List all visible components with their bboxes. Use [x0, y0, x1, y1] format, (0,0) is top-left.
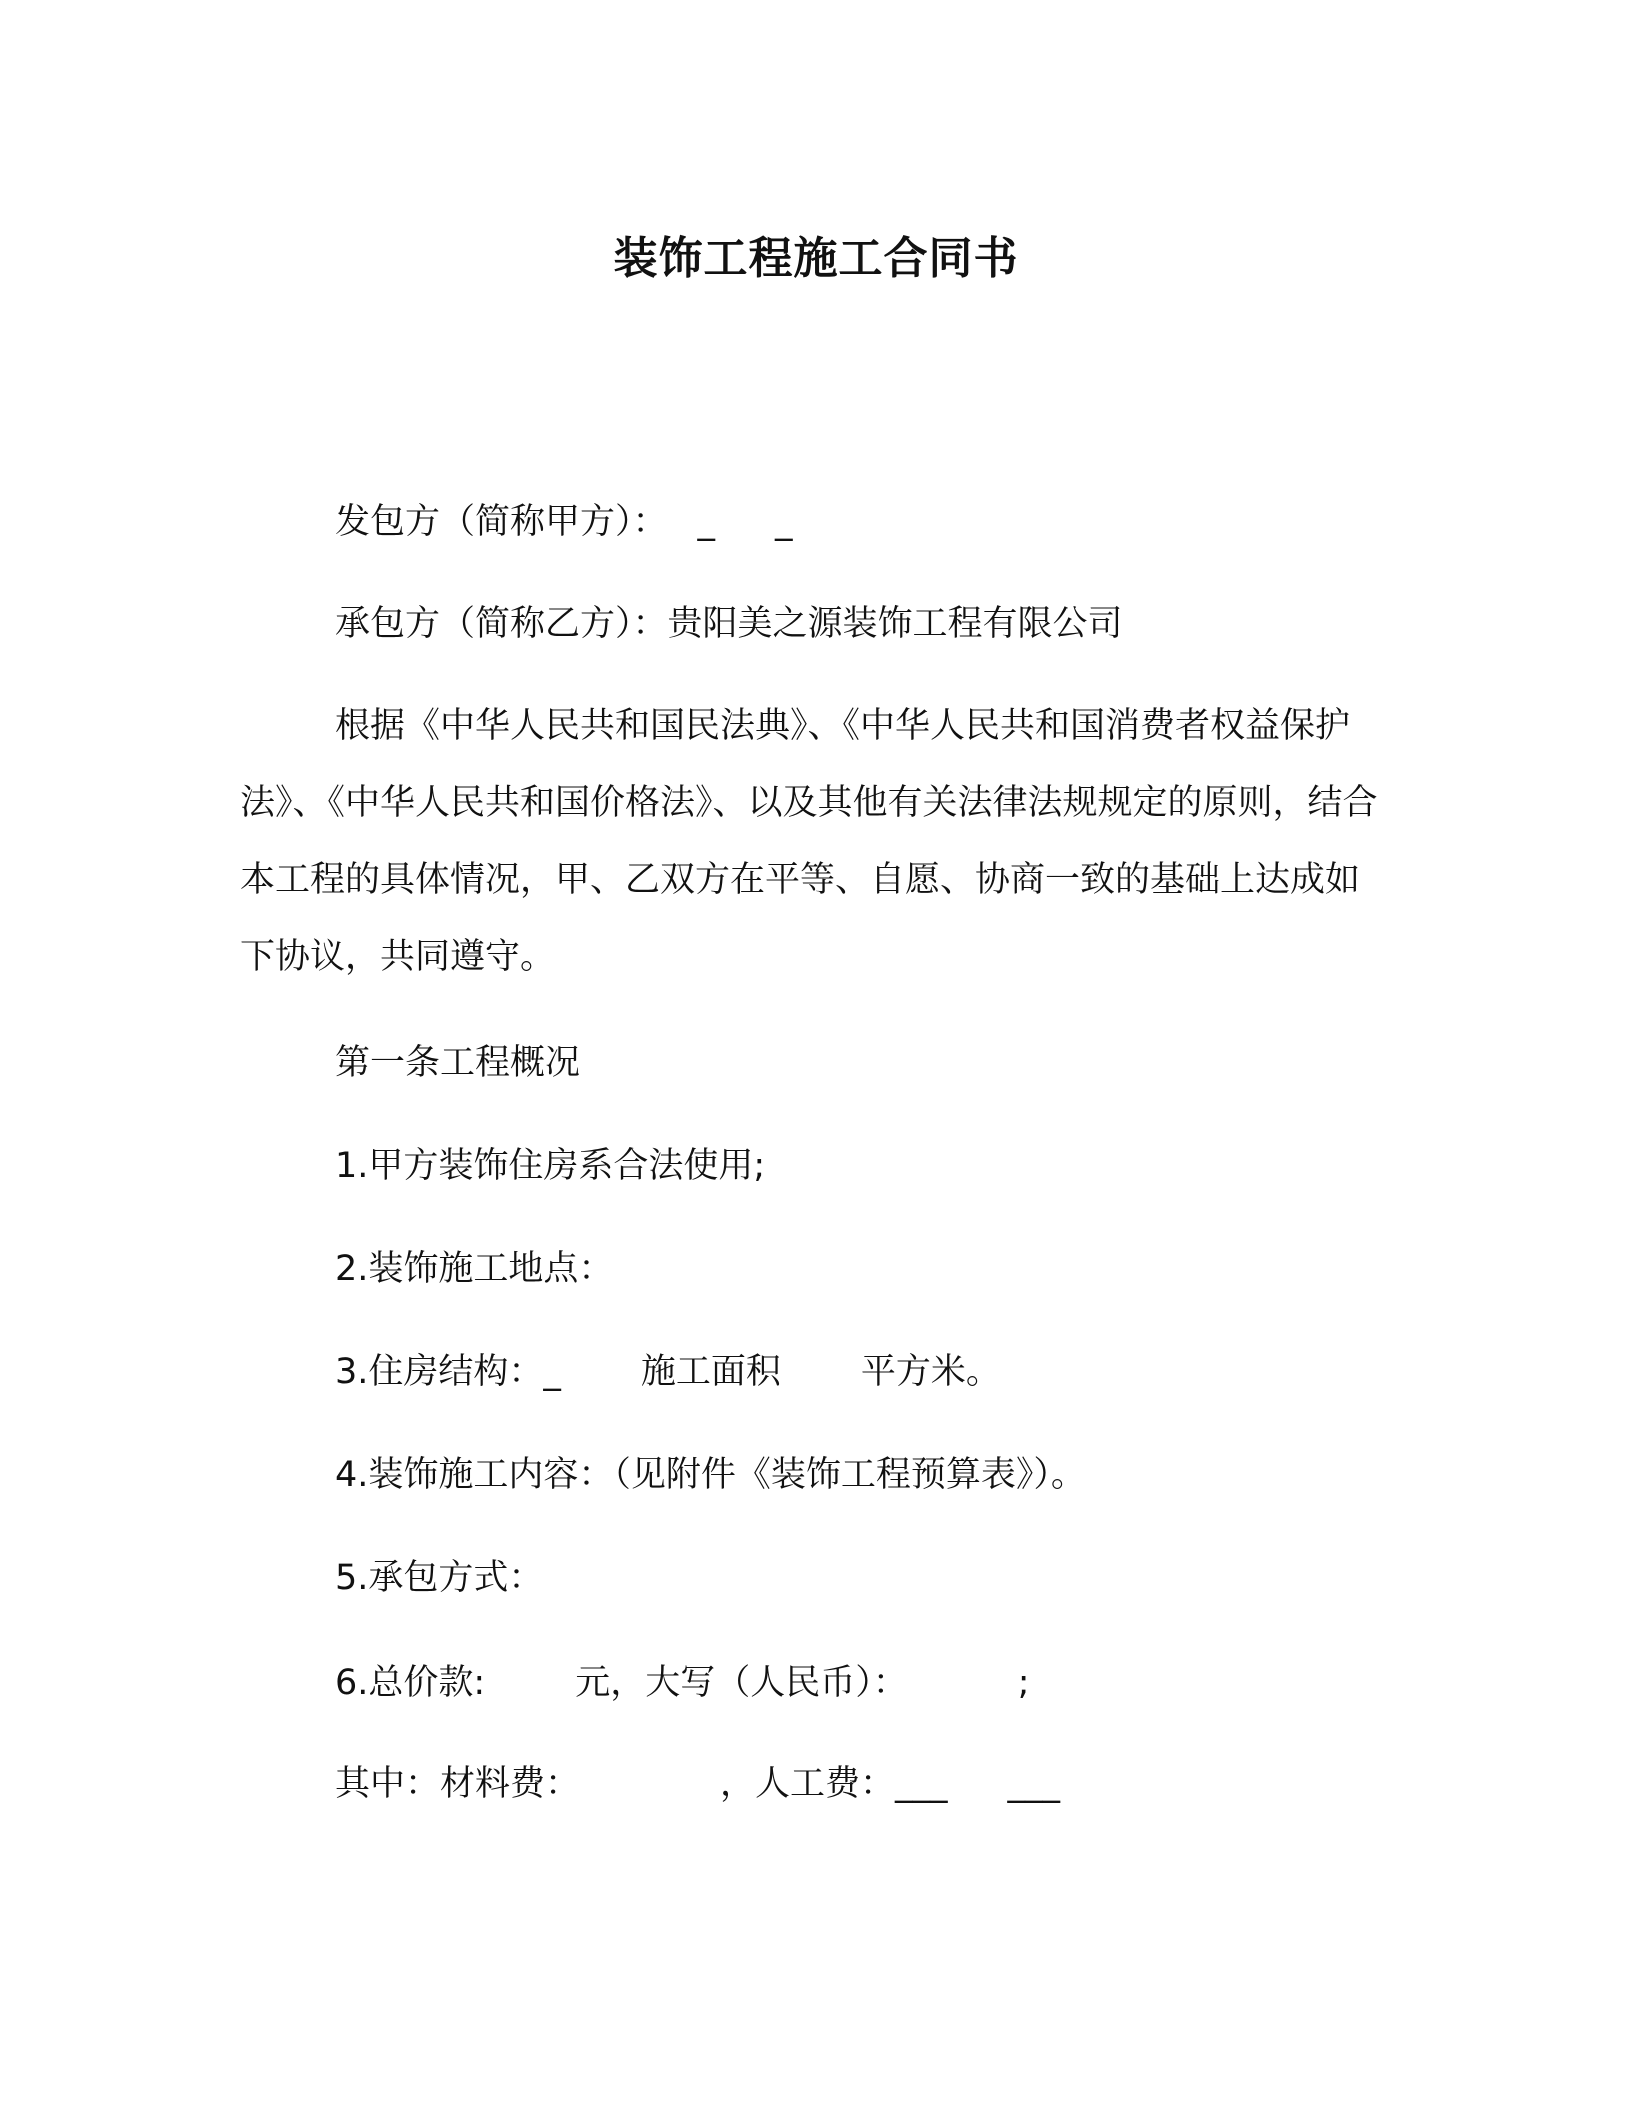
item-6 — [335, 1659, 1030, 1707]
party-a-label: 发包方（简称甲方）： — [335, 502, 668, 542]
page-title: 装饰工程施工合同书 — [613, 233, 1019, 284]
costs-line — [335, 1760, 1060, 1808]
item-2: 2.装饰施工地点： — [335, 1249, 614, 1289]
party-a-blank-start: _ — [697, 502, 716, 542]
party-b-label: 承包方（简称乙方）： — [335, 604, 668, 644]
party-a-blank-end: _ — [775, 502, 793, 542]
item-3-structure: 3.住房结构：_ — [335, 1352, 561, 1392]
item-5: 5.承包方式： — [335, 1558, 544, 1598]
item-3-area-label: 施工面积 — [640, 1352, 781, 1392]
item-1: 1.甲方装饰住房系合法使用; — [335, 1146, 766, 1186]
party-a-line — [335, 498, 793, 546]
item-6-label: 6.总价款: — [335, 1663, 486, 1703]
item-6-yuan: 元，大写（人民币）： — [575, 1663, 908, 1703]
item-3-area-unit: 平方米。 — [860, 1352, 1001, 1392]
item-4: 4.装饰施工内容：（见附件《装饰工程预算表》）。 — [335, 1455, 1086, 1495]
labor-cost-label: ，人工费：___ — [720, 1764, 948, 1804]
item-6-end: ; — [1017, 1663, 1030, 1703]
item-3 — [335, 1348, 1001, 1396]
material-cost-label: 其中：材料费： — [335, 1764, 581, 1804]
party-b-line — [335, 600, 1123, 648]
party-b-value: 贵阳美之源装饰工程有限公司 — [667, 604, 1123, 644]
article-1-heading: 第一条工程概况 — [335, 1043, 581, 1083]
labor-cost-end: ___ — [1007, 1764, 1061, 1804]
preamble-paragraph: 根据《中华人民共和国民法典》、《中华人民共和国消费者权益保护法》、《中华人民共和国价格法》、以及其他有关法律法规规定的原则，结合本工程的具体情况，甲、乙双方在平等、自愿、协商一致的基础上达成如下协议，共同遵守。 — [240, 706, 1378, 977]
